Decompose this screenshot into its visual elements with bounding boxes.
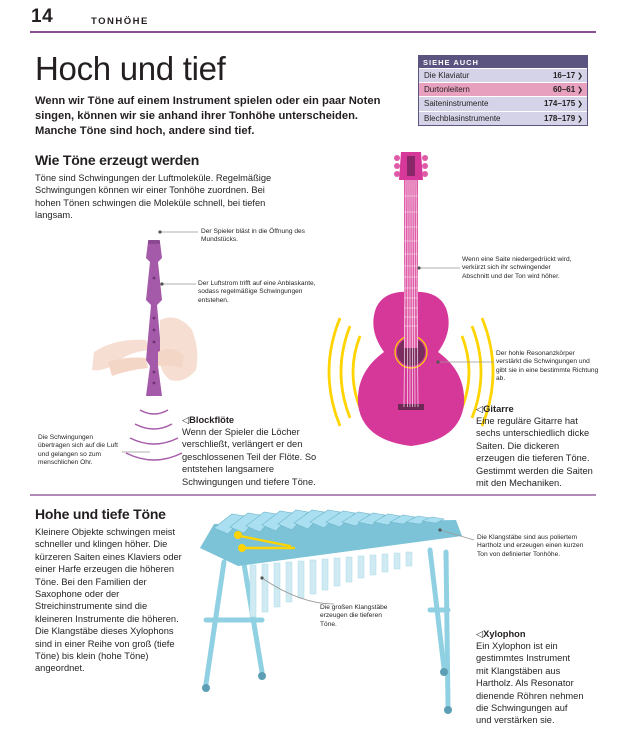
see-also-label: Die Klaviatur [424, 71, 470, 81]
guitar-label-title: ◁ Gitarre [476, 404, 514, 414]
guitar-caption-body: Der hohle Resonanzkörper verstärkt die Schwingungen und gibt sie in eine bestimmte Richtung ab. [496, 350, 599, 382]
see-also-pages: 174–175 ❯ [544, 99, 583, 108]
recorder-label-text: Wenn der Spieler die Löcher verschließt, verlängert er den geschlossenen Teil der Flöte. So entstehen langsamere Schwingungen und tiefere Töne. [182, 427, 317, 487]
page-title: Hoch und tief [35, 50, 226, 87]
xylophone-caption-large-bars: Die großen Klangstäbe erzeugen die tieferen Töne. [320, 604, 388, 628]
recorder-caption-mouthpiece: Der Spieler bläst in die Öffnung des Mundstücks. [201, 228, 305, 244]
section-text-pitch: Kleinere Objekte schwingen meist schneller und klingen höher. Die kürzeren Saiten eines Klaviers oder einer Harfe erzeugen die höheren Töne. Bei den Familien der Saxophone oder der Streichinstrumente sind die kleineren Instrumente die höheren. Die Klangstäbe dieses Xylophons sind in einer Reihe von groß (tiefe Töne) bis klein (hohe Töne) angeordnet. [35, 527, 182, 674]
see-also-label: Durtonleitern [424, 85, 470, 95]
intro-text: Wenn wir Töne auf einem Instrument spielen oder ein paar Noten singen, können wir sie anhand ihrer Tonhöhe unterscheiden. Manche Töne sind hoch, andere sind tief. [35, 95, 381, 137]
section-title: TONHÖHE [91, 16, 149, 27]
see-also-pages: 60–61 ❯ [553, 85, 583, 94]
see-also-pages: 178–179 ❯ [544, 114, 583, 123]
see-also-label: Blechblasinstrumente [424, 113, 501, 123]
see-also-heading: SIEHE AUCH [419, 56, 587, 68]
xylophone-caption-bars: Die Klangstäbe sind aus poliertem Hartholz und erzeugen einen kurzen Ton von definierter Tonhöhe. [477, 534, 584, 558]
section-text-sound: Töne sind Schwingungen der Luftmoleküle. Regelmäßige Schwingungen können wir einer Tonhöhe zuordnen. Bei hohen Tönen schwingen die Moleküle schnell, bei tiefen langsam. [35, 173, 272, 221]
section-heading-sound: Wie Töne erzeugt werden [35, 152, 200, 168]
see-also-label: Saiteninstrumente [424, 99, 489, 109]
recorder-caption-vibrations: Die Schwingungen übertragen sich auf die Luft und gelangen so zum menschlichen Ohr. [38, 434, 118, 466]
section-heading-pitch: Hohe und tiefe Töne [35, 506, 166, 522]
xylophone-label-text: Ein Xylophon ist ein gestimmtes Instrument mit Klangstäben aus Hartholz. Als Resonator dienende Röhren nehmen die Schwingungen auf und verstärken sie. [476, 641, 584, 726]
page-number: 14 [31, 6, 54, 27]
guitar-caption-fret: Wenn eine Saite niedergedrückt wird, verkürzt sich ihr schwingender Abschnitt und der Ton wird höher. [462, 256, 572, 280]
recorder-caption-edge: Der Luftstrom trifft auf eine Anblaskante, sodass regelmäßige Schwingungen entstehen. [198, 280, 316, 304]
xylophone-label-title: ◁ Xylophon [476, 629, 526, 639]
guitar-label-text: Eine reguläre Gitarre hat sechs unterschiedlich dicke Saiten. Die dickeren erzeugen die tieferen Töne. Gestimmt werden die Saiten mit den Mechaniken. [476, 416, 593, 489]
see-also-pages: 16–17 ❯ [553, 71, 583, 80]
xylophone-label [476, 628, 584, 640]
recorder-label-title: ◁ Blockflöte [182, 415, 234, 425]
